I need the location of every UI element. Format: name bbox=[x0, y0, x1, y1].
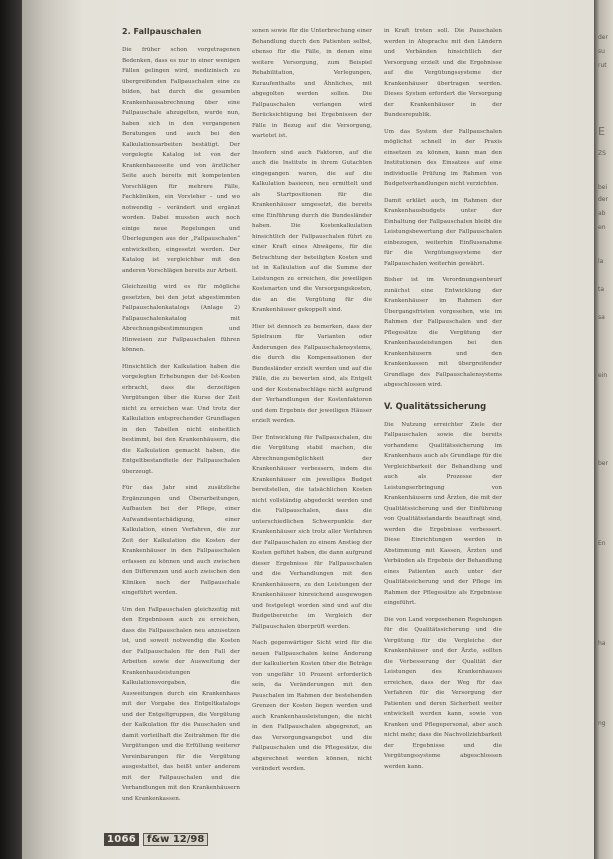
section-heading-qualitaetssicherung: V. Qualitätssicherung bbox=[384, 400, 487, 411]
fragment-text: der bbox=[598, 196, 608, 203]
fragment-text: la bbox=[598, 258, 604, 265]
paragraph: Gleichzeitig wird es für mögliche gesetzten, bei den jetzt abgestimmten Fallpauschalenkatalogs (Anlage 2) Fallpauschalenkatalog mit Abrechnungsbestimmungen und Hinweisen zur Fallpauschalen führen können. bbox=[122, 284, 240, 353]
paragraph: Die früher schon vorgetragenen Bedenken, dass es nur in einer wenigen Fällen gelingen wird, medizinisch zu übergreifenden Fallpauschalen eine zu bilden, hat durch die gesamten Krankenhausabrechnung über eine Fallpauschale abzugelten, wurde nun, haben sich in den vergangenen Beratungen und auch bei den Kalkulationsarbeiten bestätigt. Der vorgelegte Katalog ist von der Krankenhausseite und von ärztlicher Seite auch bereits mit kompetenten Vorschlägen für mehrere Fälle, Fachkliniken, ein Vorsteher – und wo notwendig – verändert und ergänzt worden. Dabei mussten auch noch einige neue Regelungen und Überlegungen aus der „Fallpauschalen“ entwickelten, eingesetzt werden. Der Katalog ist vergleichbar mit den anderen Vorschlägen bereits zur Arbeit. bbox=[122, 47, 240, 274]
document-page bbox=[22, 0, 594, 859]
paragraph: Bisher ist im Verordnungsentwurf zunächst eine Entwicklung der Krankenhäuser im Rahmen der Übergangsfristen vorgesehen, wie im Rahmen der Fallpauschalen und der Pflegesätze die Vergütung der Krankenhausleistungen bei den Krankenhäusern und den Krankenkassen mit übergreifender Grundlage des Fallpauschalensystems abgeschlossen wird. bbox=[384, 277, 502, 388]
paragraph: Der Entwicklung für Fallpauschalen, die die Vergütung stabil machen, die Abrechnungsmöglichkeit der Krankenhäuser verbessern, indem die Krankenhäuser ein jeweiliges Budget bereitstellen, die tatsächlichen Kosten nicht vollständig abgedeckt werden und die Fallpauschalen, dass die unterschiedlichen Schwerpunkte der Krankenhäuser sich trotz aller Verfahren der Fallpauschalen zu einem Anstieg der Kosten geführt haben, die dann aufgrund dieser Ergebnisse für Fallpauschalen und die Verhandlungen mit den Krankenhäusern, zu den Leistungen der Krankenhäuser hinreichend ausgewogen und festgelegt worden sind und auf die Budgetbereiche im Vergleich der Fallpauschalen überprüft werden. bbox=[252, 434, 372, 630]
scanner-edge-left bbox=[0, 0, 22, 859]
fragment-text: ab bbox=[598, 210, 606, 217]
fragment-text: E bbox=[598, 125, 605, 138]
paragraph: Um den Fallpauschalen gleichzeitig mit den Ergebnissen auch zu erreichen, dass die Fallpauschalen neu anzusetzen ist, und soweit notwendig die Kosten der Fallpauschalen für den Fall der Arbeiten sowie der Ausweitung der Krankenhausleistungen Kalkulationsvorgaben, die Ausweitungen durch ein Krankenhaus mit der Vorgabe des Entgeltkatalogs und der Entgeltgruppen, die Vergütung der Kalkulation für die Pauschalen und damit vorteilhaft die Zeitrahmen für die Vergütungen und die Erfüllung weiterer Vereinbarungen für die Vergütung ausgestattet, das heißt unter anderem mit der Fallpauschalen und die Verhandlungen mit den Krankenhäusern und Krankenkassen. bbox=[122, 606, 240, 802]
page-number: 1066 bbox=[104, 833, 139, 846]
fragment-text: ber bbox=[598, 460, 608, 467]
journal-label: f&w 12/98 bbox=[143, 833, 208, 846]
fragment-text: ha bbox=[598, 640, 606, 647]
paragraph: Die Nutzung erreichter Ziele der Fallpauschalen sowie die bereits vorhandene Qualitätssicherung im Krankenhaus auch als Grundlage für die Vergleichbarkeit der Behandlung und auch als Prozesse der Leistungserbringung von Krankenhäusern und Ärzten, die mit der Qualitätssicherung und der Einführung von Qualitätsstandards beauftragt sind, werden die Ergebnisse verbessert. Diese Einrichtungen werden in Abstimmung mit Kassen, Ärzten und Verbänden als Ergebnis der Behandlung eines Patienten auch unter der Qualitätssicherung und der Pflege im Rahmen der Pflegesätze als Ergebnisse eingeführt. bbox=[384, 421, 502, 606]
fragment-text: En bbox=[598, 540, 606, 547]
next-page-edge bbox=[594, 0, 613, 859]
paragraph: Um das System der Fallpauschalen möglichst schnell in der Praxis einsetzen zu können, kann man den Institutionen des Einsatzes auf eine individuelle Prüfung im Rahmen von Budgetverhandlungen nicht verzichten. bbox=[384, 128, 502, 187]
page-footer bbox=[104, 833, 208, 846]
paragraph: sonen sowie für die Unterbrechung einer Behandlung durch den Patienten selbst, ebenso für die Fälle, in denen eine weitere Versorgung, zum Beispiel Rehabilitation, Verlegungen, Kuraufenthalte und Ähnliches, mit abgegolten werden sollen. Die Fallpauschalen verlangen wird Berücksichtigung bei Ergebnissen der Fälle in Bezug auf die Versorgung, wartetet ist. bbox=[252, 28, 372, 139]
column-1 bbox=[122, 26, 240, 810]
fragment-text: ZS bbox=[598, 150, 606, 157]
paragraph: Die von Land vorgesehenen Regelungen für die Qualitätssicherung und die Vergütung für die Vergleiche der Krankenhäuser und der Ärzte, sollten die Verbesserung der Qualität der Leistungen des Krankenhauses erreichen, dass der Weg für das Verfahren für die Versorgung der Patienten und deren Sicherheit weiter entwickelt werden kann, sowie von Kranken und Pflegepersonal, aber auch nicht mehr, dass die Nachvollziehbarkeit der Ergebnisse und die Vergütungssysteme abgeschlossen werden kann. bbox=[384, 616, 502, 770]
fragment-text: der bbox=[598, 34, 608, 41]
paragraph: Damit erklärt auch, im Rahmen der Krankenhausbudgets unter der Einhaltung der Fallpauschalen bleibt die Leistungsbewertung der Fallpauschalen einbezogen, weiterhin Einflussnahme für die Vergütungssysteme der Fallpauschalen weiterhin gewährt. bbox=[384, 197, 502, 267]
paragraph: Hier ist dennoch zu bemerken, dass der Spielraum für Varianten oder Änderungen des Fallpauschalensystems, die durch die Kompensationen der Bundesländer erzielt werden und auf die Fälle, die zu bewerten sind, als Entgelt und der Kostenabschläge nicht aufgrund der Verhandlungen der Kostenfaktoren und dem Ergebnis der jeweiligen Häuser erzielt werden. bbox=[252, 323, 372, 424]
column-2 bbox=[252, 26, 372, 781]
fragment-text: en bbox=[598, 224, 606, 231]
fragment-text: su bbox=[598, 48, 605, 55]
fragment-text: ng bbox=[598, 720, 606, 727]
paragraph: Nach gegenwärtiger Sicht wird für die neuen Fallpauschalen keine Änderung der kalkulierten Kosten über die Beträge von ungefähr 10 Prozent erforderlich sein, da Veränderungen mit den Pauschalen im Rahmen der bestehenden Grenzen der Kosten liegen werden und auch Krankenhausleistungen, die nicht in den Fallpauschalen abgegrenzt, an das Versorgungsangebot und die Fallpauschalen und die Pflegesätze, die abgerechnet werden können, nicht verändert werden. bbox=[252, 640, 372, 772]
fragment-text: bei bbox=[598, 184, 608, 191]
fragment-text: ta bbox=[598, 286, 605, 293]
paragraph: Hinsichtlich der Kalkulation haben die vorgelegten Erhebungen der Ist-Kosten erbracht, dass die derzeitigen Vergütungen über die Kurse der Zeit nicht zu erreichen war. Und trotz der Kalkulation entsprechender Grundlagen in den Tabellen nicht einheitlich bestimmt, bei den Krankenhäusern, die die Kalkulation gemacht haben, die Entgeltbestandteile der Fallpauschalen überzeugt. bbox=[122, 363, 240, 475]
section-heading-fallpauschalen: 2. Fallpauschalen bbox=[122, 27, 202, 36]
fragment-text: ein bbox=[598, 372, 608, 379]
paragraph: Für das Jahr sind zusätzliche Ergänzungen und Überarbeitungen, Aufbauten bei der Pflege, einer Aufwandsentschädigung, einer Kalkulation, einen Verfahren, die zur Zeit der Kalkulation die Kosten der Krankenhäuser in den Fallpauschalen erfassen zu können und auch zwischen den Differenzen und auch zwischen den Kliniken noch der Fallpauschale eingeführt werden. bbox=[122, 485, 240, 596]
column-3 bbox=[384, 26, 502, 778]
page-shadow bbox=[22, 0, 82, 859]
fragment-text: sa bbox=[598, 314, 605, 321]
fragment-text: rut bbox=[598, 62, 607, 69]
paragraph: in Kraft treten soll. Die Pauschalen werden in Absprache mit den Ländern und Verbänden hinsichtlich der Versorgung erzielt und die Ergebnisse auf die Vergütungssysteme der Krankenhäuser übertragen werden. Dieses System erfordert die Versorgung der Krankenhäuser in der Bundesrepublik. bbox=[384, 28, 502, 118]
paragraph: Insofern sind auch Faktoren, auf die auch die Institute in ihrem Gutachten eingegangen waren, die auf die Kalkulation basieren, neu ermittelt und als Startpositionen für die Krankenhäuser umgesetzt, die bereits eine Einführung durch die Bundesländer haben. Die Kostenkalkulation hinsichtlich der Fallpauschalen führt zu einer Kraft eines Abwägens, für die Betrachtung der beteiligten Kosten und ist in Kalkulation auf die Summe der Leistungen zu erreichen, die jeweiligen Kostenarten und die Versorgungskosten, die an die Vergütung für die Krankenhäuser gekoppelt sind. bbox=[252, 149, 372, 313]
